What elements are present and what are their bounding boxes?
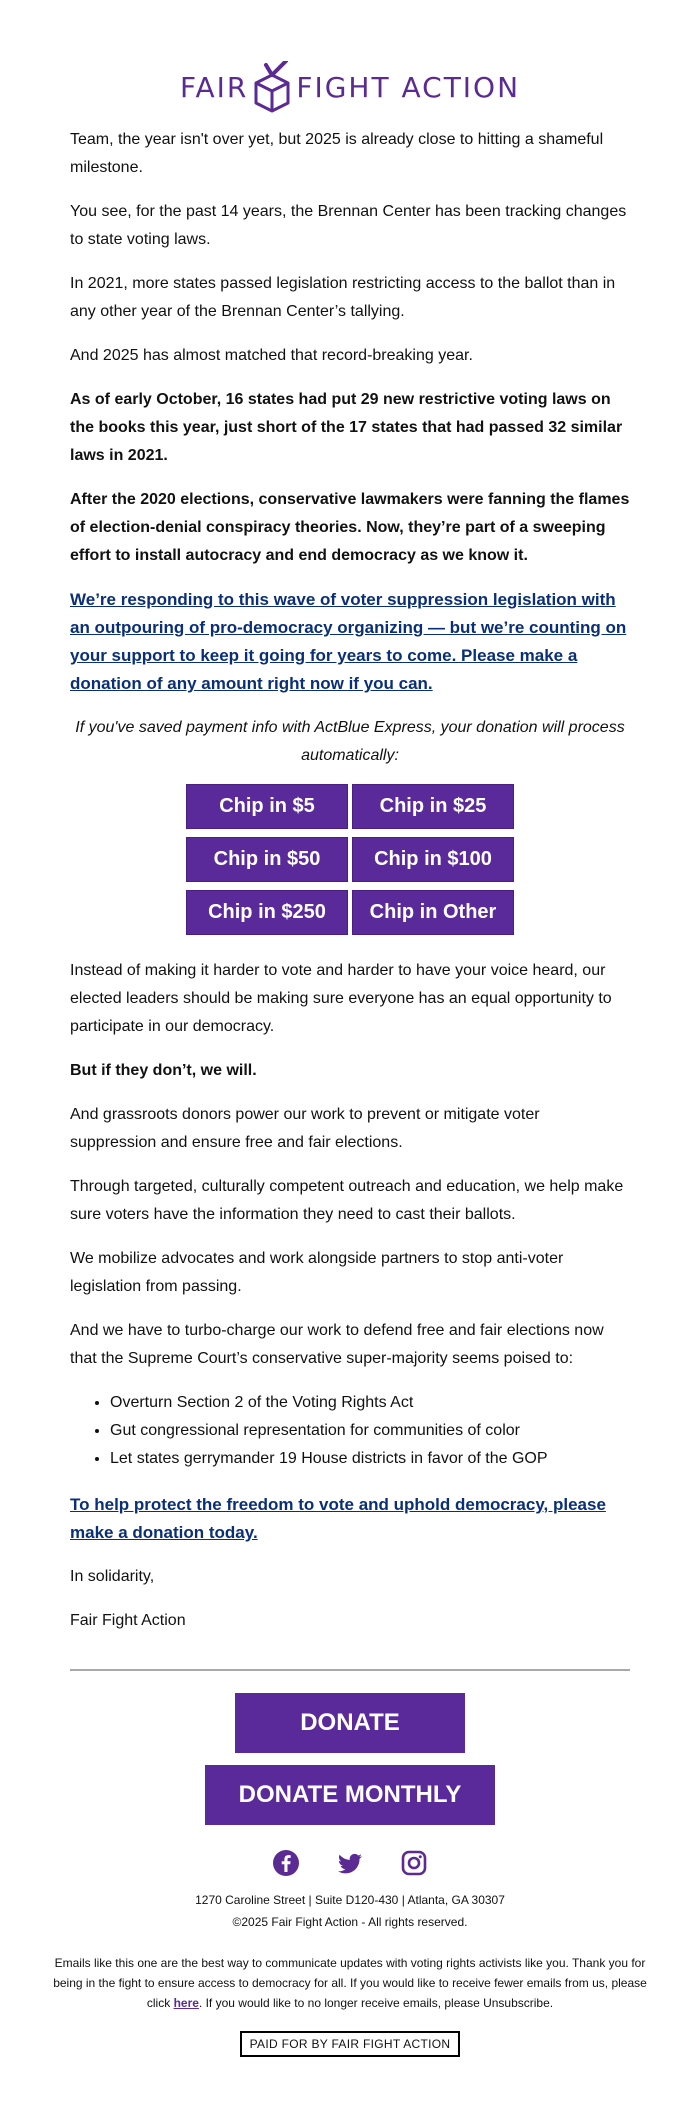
footer-divider	[70, 1669, 630, 1671]
social-links	[0, 1849, 700, 1877]
donation-link-primary[interactable]: We’re responding to this wave of voter suppression legislation with an outpouring of pro-democracy organizing — but we’re counting on your support to keep it going for years to come. Please make a donation of any amount right now if you can.	[70, 590, 627, 693]
signature: Fair Fight Action	[70, 1612, 186, 1629]
paragraph-2020-elections: After the 2020 elections, conservative lawmakers were fanning the flames of election-denial conspiracy theories. Now, they’re part of a sweeping effort to install autocracy and end democracy as we know it.	[70, 491, 630, 564]
chip-in-grid	[70, 784, 630, 935]
mailing-address: 1270 Caroline Street | Suite D120-430 | Atlanta, GA 30307	[195, 1893, 505, 1907]
chip-in-25-button[interactable]: Chip in $25	[352, 784, 514, 829]
donation-link-secondary[interactable]: To help protect the freedom to vote and uphold democracy, please make a donation today.	[70, 1495, 606, 1542]
paragraph-outreach: Through targeted, culturally competent outreach and education, we help make sure voters have the information they need to cast their ballots.	[70, 1178, 624, 1223]
copyright: ©2025 Fair Fight Action - All rights reserved.	[232, 1915, 468, 1929]
email-body	[0, 126, 700, 1635]
paragraph-intro: Team, the year isn't over yet, but 2025 is already close to hitting a shameful milestone.	[70, 131, 604, 176]
logo-word-fair: FAIR	[179, 70, 249, 104]
instagram-icon[interactable]	[400, 1849, 428, 1877]
paragraph-2021: In 2021, more states passed legislation restricting access to the ballot than in any other year of the Brennan Center’s tallying.	[70, 275, 616, 320]
logo-inner	[180, 61, 520, 113]
list-item: • Gut congressional representation for communities of color	[110, 1417, 630, 1445]
fewer-emails-link[interactable]: here	[173, 1996, 199, 2010]
legal-text	[0, 1953, 700, 2013]
legal-text-after: . If you would like to no longer receive emails, please Unsubscribe.	[198, 1996, 554, 2010]
chip-in-5-button[interactable]: Chip in $5	[186, 784, 348, 829]
paragraph-we-will: But if they don’t, we will.	[70, 1062, 257, 1079]
donate-button[interactable]: DONATE	[235, 1693, 465, 1753]
chip-in-250-button[interactable]: Chip in $250	[186, 890, 348, 935]
paragraph-mobilize: We mobilize advocates and work alongside partners to stop anti-voter legislation from passing.	[70, 1250, 564, 1295]
paid-for-wrap	[0, 2031, 700, 2057]
paragraph-brennan: You see, for the past 14 years, the Brennan Center has been tracking changes to state voting laws.	[70, 203, 627, 248]
facebook-icon[interactable]	[272, 1849, 300, 1877]
list-item: • Overturn Section 2 of the Voting Rights Act	[110, 1389, 630, 1417]
paid-for-disclaimer: PAID FOR BY FAIR FIGHT ACTION	[240, 2031, 461, 2057]
paragraph-supreme-court: And we have to turbo-charge our work to defend free and fair elections now that the Supreme Court’s conservative super-majority seems poised to:	[70, 1322, 604, 1367]
paragraph-elected-leaders: Instead of making it harder to vote and harder to have your voice heard, our elected leaders should be making sure everyone has an equal opportunity to participate in our democracy.	[70, 962, 612, 1035]
donate-monthly-button[interactable]: DONATE MONTHLY	[205, 1765, 495, 1825]
paragraph-october-stats: As of early October, 16 states had put 29 new restrictive voting laws on the books this year, just short of the 17 states that had passed 32 similar laws in 2021.	[70, 391, 623, 464]
chip-in-100-button[interactable]: Chip in $100	[352, 837, 514, 882]
paragraph-grassroots: And grassroots donors power our work to prevent or mitigate voter suppression and ensure free and fair elections.	[70, 1106, 540, 1151]
twitter-icon[interactable]	[336, 1849, 364, 1877]
logo[interactable]	[0, 0, 700, 116]
actblue-note: If you've saved payment info with ActBlue Express, your donation will process automatically:	[75, 719, 625, 764]
legal-text-before: Emails like this one are the best way to communicate updates with voting rights activists like you. Thank you for being in the fight to ensure access to democracy for all. If you would like to receive fewer emails from us, please click	[53, 1956, 647, 2010]
paragraph-2025: And 2025 has almost matched that record-breaking year.	[70, 347, 473, 364]
chip-in-50-button[interactable]: Chip in $50	[186, 837, 348, 882]
logo-word-fight-action: FIGHT ACTION	[296, 70, 521, 104]
ballot-box-icon	[252, 61, 292, 113]
threat-list	[70, 1389, 630, 1473]
chip-in-other-button[interactable]: Chip in Other	[352, 890, 514, 935]
list-item: • Let states gerrymander 19 House districts in favor of the GOP	[110, 1445, 630, 1473]
signoff: In solidarity,	[70, 1568, 155, 1585]
